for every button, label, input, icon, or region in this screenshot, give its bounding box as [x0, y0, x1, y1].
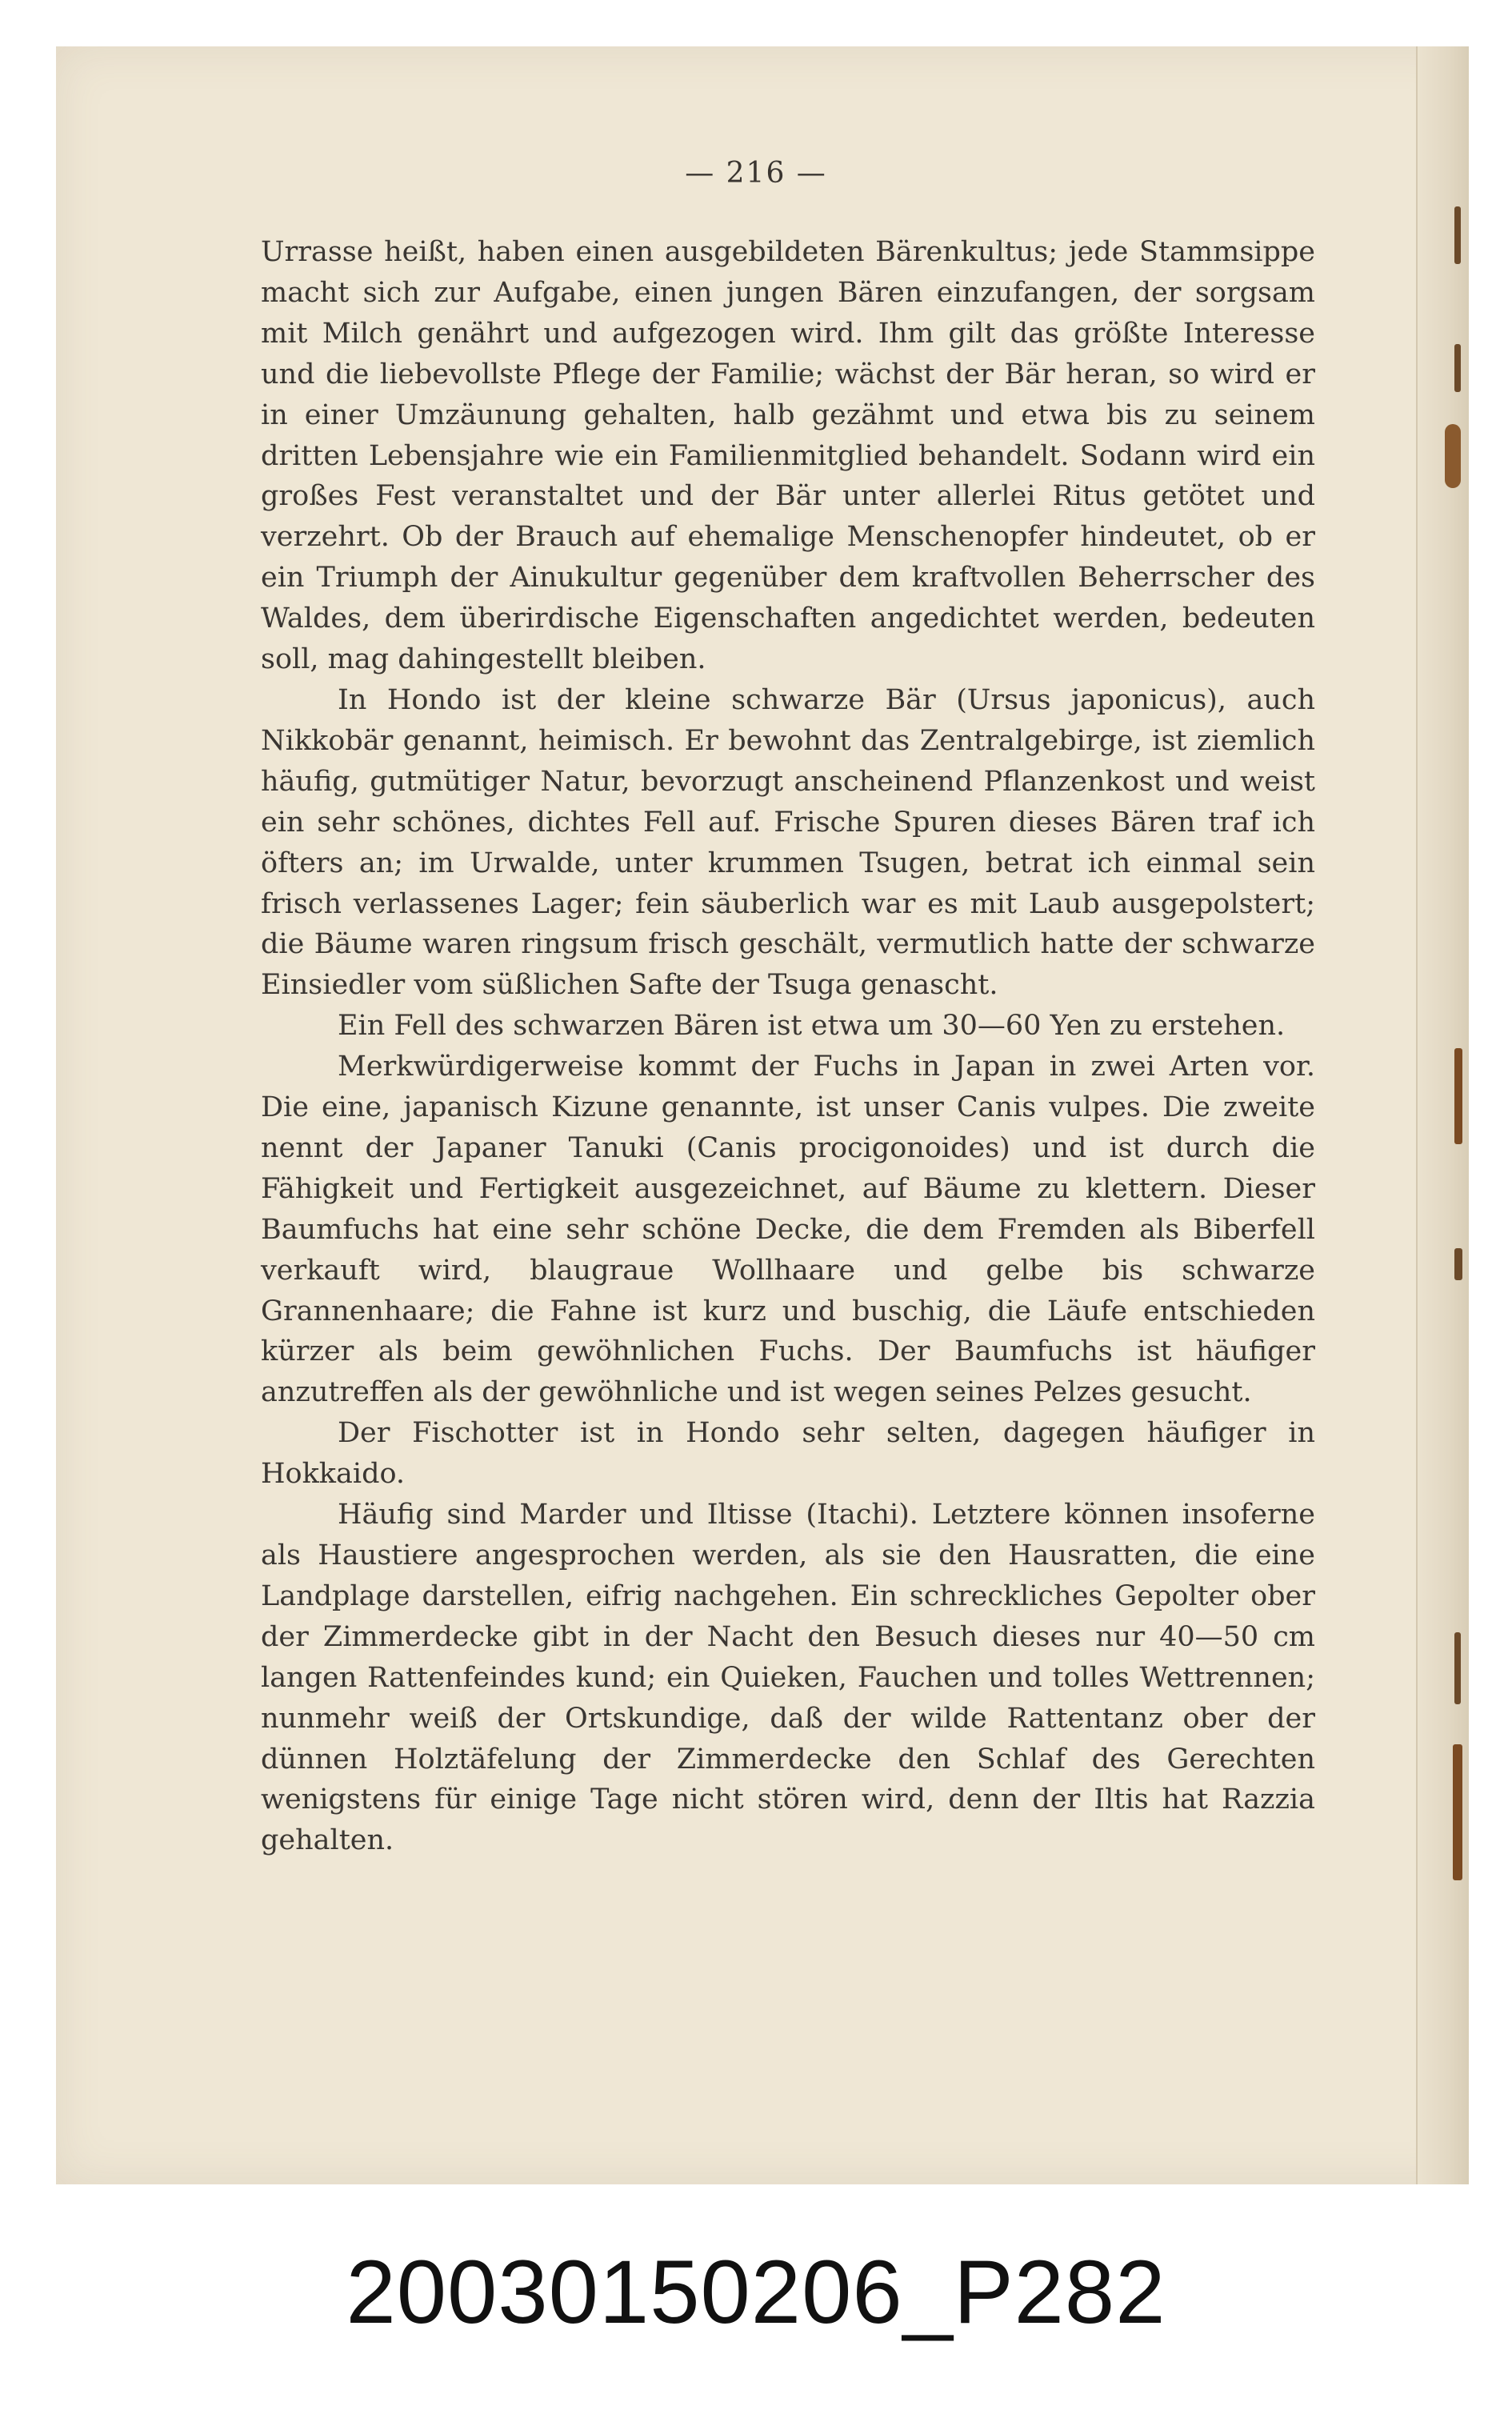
paragraph: Ein Fell des schwarzen Bären ist etwa um 30—60 Yen zu erstehen.: [338, 1010, 1286, 1043]
archive-id-caption: 20030150206_P282: [346, 2242, 1166, 2342]
paragraph: Merkwürdigerweise kommt der Fuchs in Japan in zwei Arten vor. Die eine, japanisch Kizune genannte, ist unser Canis vulpes. Die zweite nennt der Japaner Tanuki (Canis procigonoides) und ist durch die Fähigkeit und Fertigkeit ausgezeichnet, auf Bäume zu klettern. Dieser Baumfuchs hat eine sehr schöne Decke, die dem Fremden als Biberfell verkauft wird, blaugraue Wollhaare und gelbe bis schwarze Grannenhaare; die Fahne ist kurz und buschig, die Läufe entschieden kürzer als beim gewöhnlichen Fuchs. Der Baumfuchs ist häufiger anzutreffen als der gewöhnliche und ist wegen seines Pelzes gesucht.: [261, 1051, 1315, 1409]
stain-mark: [1454, 206, 1461, 264]
paragraph: Der Fischotter ist in Hondo sehr selten, dagegen häufiger in Hokkaido.: [261, 1417, 1315, 1491]
paragraph: In Hondo ist der kleine schwarze Bär (Ursus japonicus), auch Nikkobär genannt, heimisch. Er bewohnt das Zentralgebirge, ist ziemlich häufig, gutmütiger Natur, bevorzugt anscheinend Pflanzenkost und weist ein sehr schönes, dichtes Fell auf. Frische Spuren dieses Bären traf ich öfters an; im Urwalde, unter krummen Tsugen, betrat ich einmal sein frisch verlassenes Lager; fein säuberlich war es mit Laub ausgepolstert; die Bäume waren ringsum frisch geschält, vermutlich hatte der schwarze Einsiedler vom süßlichen Safte der Tsuga genascht.: [261, 683, 1315, 1002]
page-number: — 216 —: [685, 157, 827, 190]
body-text: [261, 232, 1315, 1861]
stain-mark: [1454, 1632, 1461, 1704]
stain-mark: [1453, 1744, 1462, 1880]
stain-mark: [1454, 1248, 1462, 1280]
stain-mark: [1454, 1048, 1462, 1144]
paragraph: Häufig sind Marder und Iltisse (Itachi). Letztere können insoferne als Haustiere angesprochen werden, als sie den Hausratten, die eine Landplage darstellen, eifrig nachgehen. Ein schreckliches Gepolter ober der Zimmerdecke gibt in der Nacht den Besuch dieses nur 40—50 cm langen Rattenfeindes kund; ein Quieken, Fauchen und tolles Wettrennen; nunmehr weiß der Ortskundige, daß der wilde Rattentanz ober der dünnen Holztäfelung der Zimmerdecke den Schlaf des Gerechten wenigstens für einige Tage nicht stören wird, denn der Iltis hat Razzia gehalten.: [261, 1499, 1315, 1857]
stain-mark: [1445, 424, 1461, 488]
paragraph: Urrasse heißt, haben einen ausgebildeten Bärenkultus; jede Stammsippe macht sich zur Aufgabe, einen jungen Bären einzufangen, der sorgsam mit Milch genährt und aufgezogen wird. Ihm gilt das größte Interesse und die liebevollste Pflege der Familie; wächst der Bär heran, so wird er in einer Umzäunung gehalten, halb gezähmt und etwa bis zu seinem dritten Lebensjahre wie ein Familienmitglied behandelt. Sodann wird ein großes Fest veranstaltet und der Bär unter allerlei Ritus getötet und verzehrt. Ob der Brauch auf ehemalige Menschenopfer hindeutet, ob er ein Triumph der Ainukultur gegenüber dem kraftvollen Beherrscher des Waldes, dem überirdische Eigenschaften angedichtet werden, bedeuten soll, mag dahingestellt bleiben.: [261, 236, 1315, 676]
stain-mark: [1454, 344, 1461, 392]
